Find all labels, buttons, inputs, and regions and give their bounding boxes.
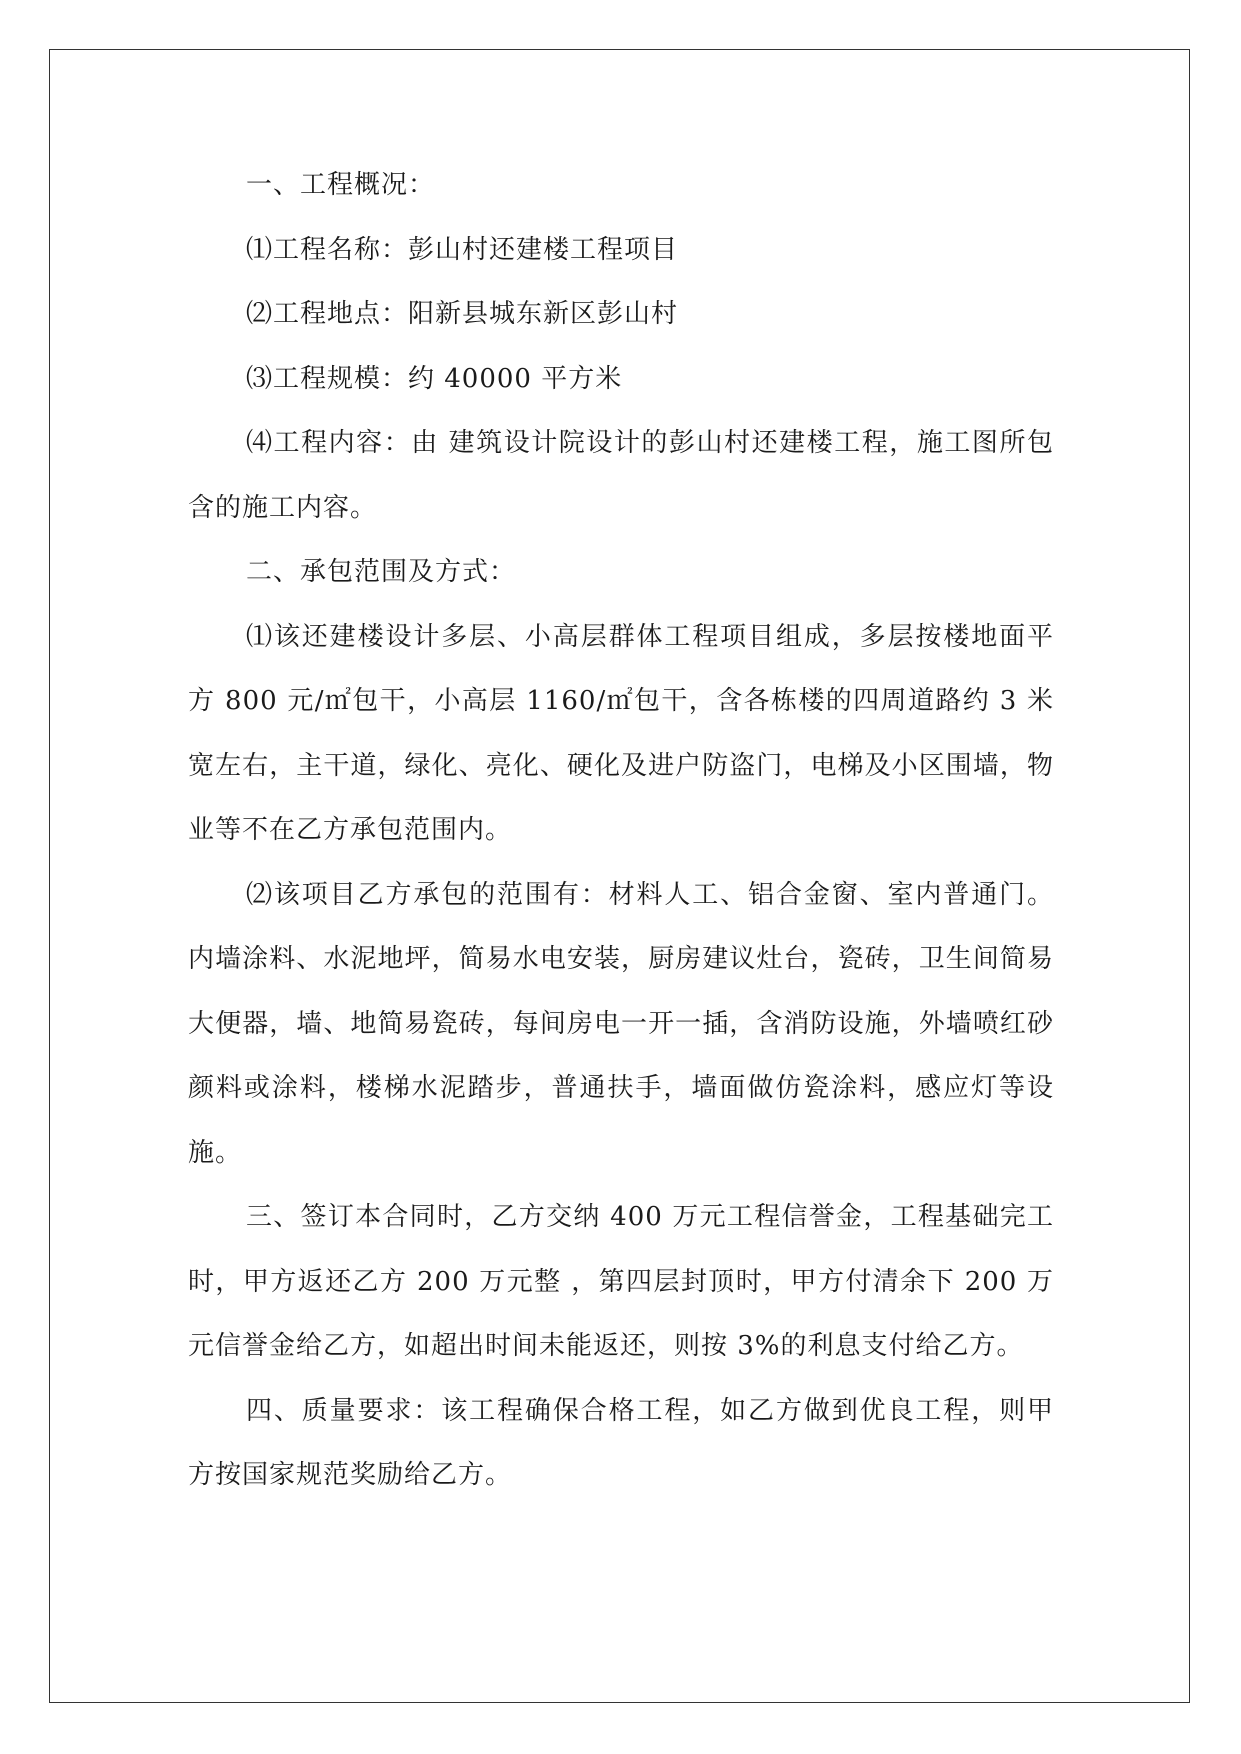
scope-paragraph-2: ⑵该项目乙方承包的范围有：材料人工、铝合金窗、室内普通门。内墙涂料、水泥地坪，简易水电安装，厨房建议灶台，瓷砖，卫生间简易大便器，墙、地简易瓷砖，每间房电一开一插，含消防设施，外墙喷红砂颜料或涂料，楼梯水泥踏步，普通扶手，墙面做仿瓷涂料，感应灯等设施。 xyxy=(188,879,1054,1168)
scope-paragraph-1: ⑴该还建楼设计多层、小高层群体工程项目组成，多层按楼地面平方 800 元/㎡包干，小高层 1160/㎡包干，含各栋楼的四周道路约 3 米宽左右，主干道，绿化、亮化、硬化及进户防盗门，电梯及小区围墙，物业等不在乙方承包范围内。 xyxy=(188,621,1054,845)
project-location-line: ⑵工程地点：阳新县城东新区彭山村 xyxy=(246,299,679,329)
document-body xyxy=(188,153,1054,1508)
project-content-paragraph: ⑷工程内容：由 建筑设计院设计的彭山村还建楼工程，施工图所包含的施工内容。 xyxy=(188,428,1054,523)
deposit-paragraph: 三、签订本合同时，乙方交纳 400 万元工程信誉金，工程基础完工时，甲方返还乙方 200 万元整 ，第四层封顶时，甲方付清余下 200 万元信誉金给乙方，如超出时间未能返还，则按 3%的利息支付给乙方。 xyxy=(188,1202,1054,1361)
section-heading-overview: 一、工程概况： xyxy=(246,170,436,200)
quality-paragraph: 四、质量要求：该工程确保合格工程，如乙方做到优良工程，则甲方按国家规范奖励给乙方。 xyxy=(188,1395,1054,1490)
project-name-line: ⑴工程名称：彭山村还建楼工程项目 xyxy=(246,234,679,265)
section-heading-scope: 二、承包范围及方式： xyxy=(246,557,517,587)
project-scale-line: ⑶工程规模：约 40000 平方米 xyxy=(246,363,623,394)
